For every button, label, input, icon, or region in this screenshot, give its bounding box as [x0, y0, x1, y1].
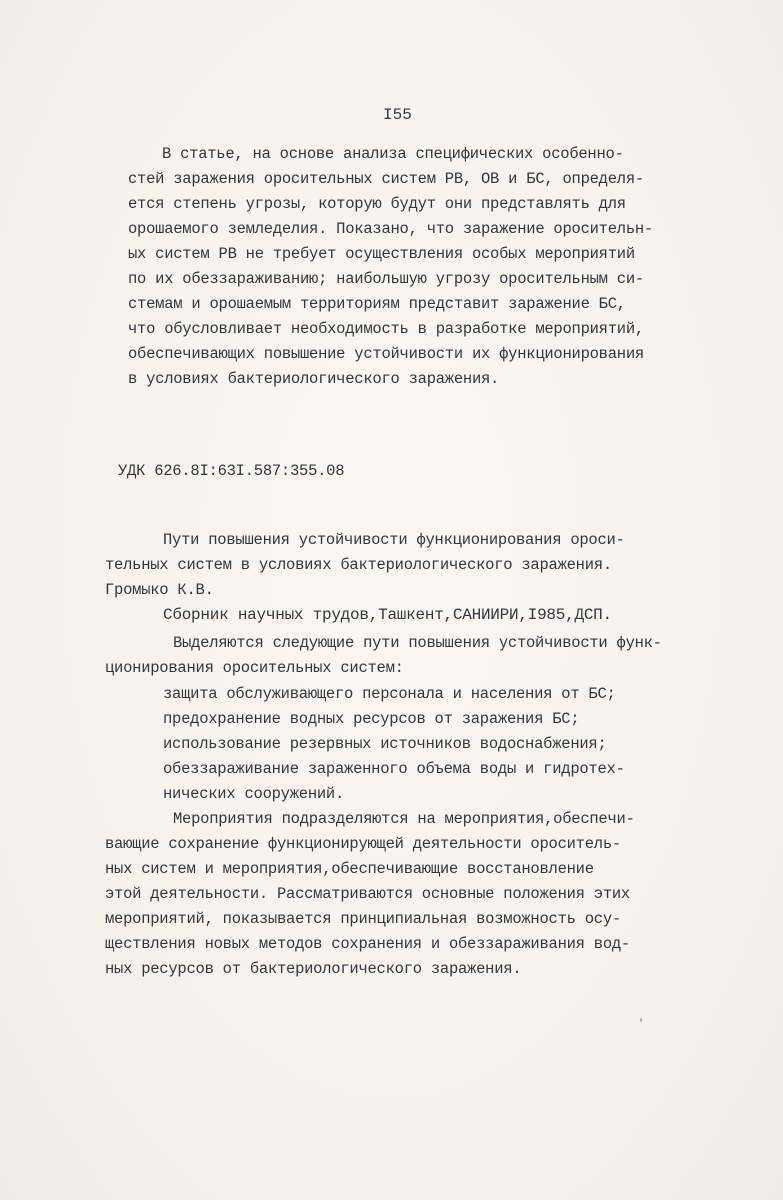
abstract-line: ется степень угрозы, которую будут они представлять для — [128, 195, 626, 213]
list-item: обеззараживание зараженного объема воды и гидротех- — [163, 760, 625, 778]
list-item: использование резервных источников водоснабжения; — [163, 735, 607, 753]
intro-line: ционирования оросительных систем: — [105, 659, 404, 677]
abstract-line: по их обеззараживанию; наибольшую угрозу оросительным си- — [128, 270, 644, 288]
measures-line: ных систем и мероприятия,обеспечивающие восстановление — [105, 860, 594, 878]
abstract-line: орошаемого земледелия. Показано, что заражение оросительн- — [128, 220, 653, 238]
source-line: Сборник научных трудов,Ташкент,САНИИРИ,I985,ДСП. — [163, 606, 612, 624]
list-item: нических сооружений. — [163, 785, 345, 803]
abstract-line: стей заражения оросительных систем РВ, ОВ и БС, определя- — [128, 170, 644, 188]
abstract-line: что обусловливает необходимость в разработке мероприятий, — [128, 320, 644, 338]
author-line: Громыко К.В. — [105, 581, 214, 599]
measures-line: мероприятий, показывается принципиальная возможность осу- — [105, 910, 621, 928]
measures-line: вающие сохранение функционирующей деятельности ороситель- — [105, 835, 621, 853]
abstract-line: ых систем РВ не требует осуществления особых мероприятий — [128, 245, 635, 263]
list-item: защита обслуживающего персонала и населения от БС; — [163, 685, 616, 703]
measures-line: ных ресурсов от бактериологического заражения. — [105, 960, 522, 978]
udk-code: УДК 626.8I:63I.587:355.08 — [118, 462, 345, 480]
measures-line: Мероприятия подразделяются на мероприятия,обеспечи- — [173, 810, 635, 828]
title-line: Пути повышения устойчивости функционирования ороси- — [163, 531, 625, 549]
abstract-line: стемам и орошаемым территориям представит заражение БС, — [128, 295, 626, 313]
intro-line: Выделяются следующие пути повышения устойчивости функ- — [173, 634, 662, 652]
measures-line: этой деятельности. Рассматриваются основные положения этих — [105, 885, 630, 903]
abstract-line: в условиях бактериологического заражения. — [128, 370, 500, 388]
page-number: I55 — [383, 106, 412, 124]
abstract-line: обеспечивающих повышение устойчивости их функционирования — [128, 345, 644, 363]
ink-speck — [640, 1018, 642, 1022]
abstract-line: В статье, на основе анализа специфических особенно- — [162, 145, 624, 163]
title-line: тельных систем в условиях бактериологического заражения. — [105, 556, 612, 574]
list-item: предохранение водных ресурсов от заражения БС; — [163, 710, 580, 728]
measures-line: ществления новых методов сохранения и обеззараживания вод- — [105, 935, 630, 953]
